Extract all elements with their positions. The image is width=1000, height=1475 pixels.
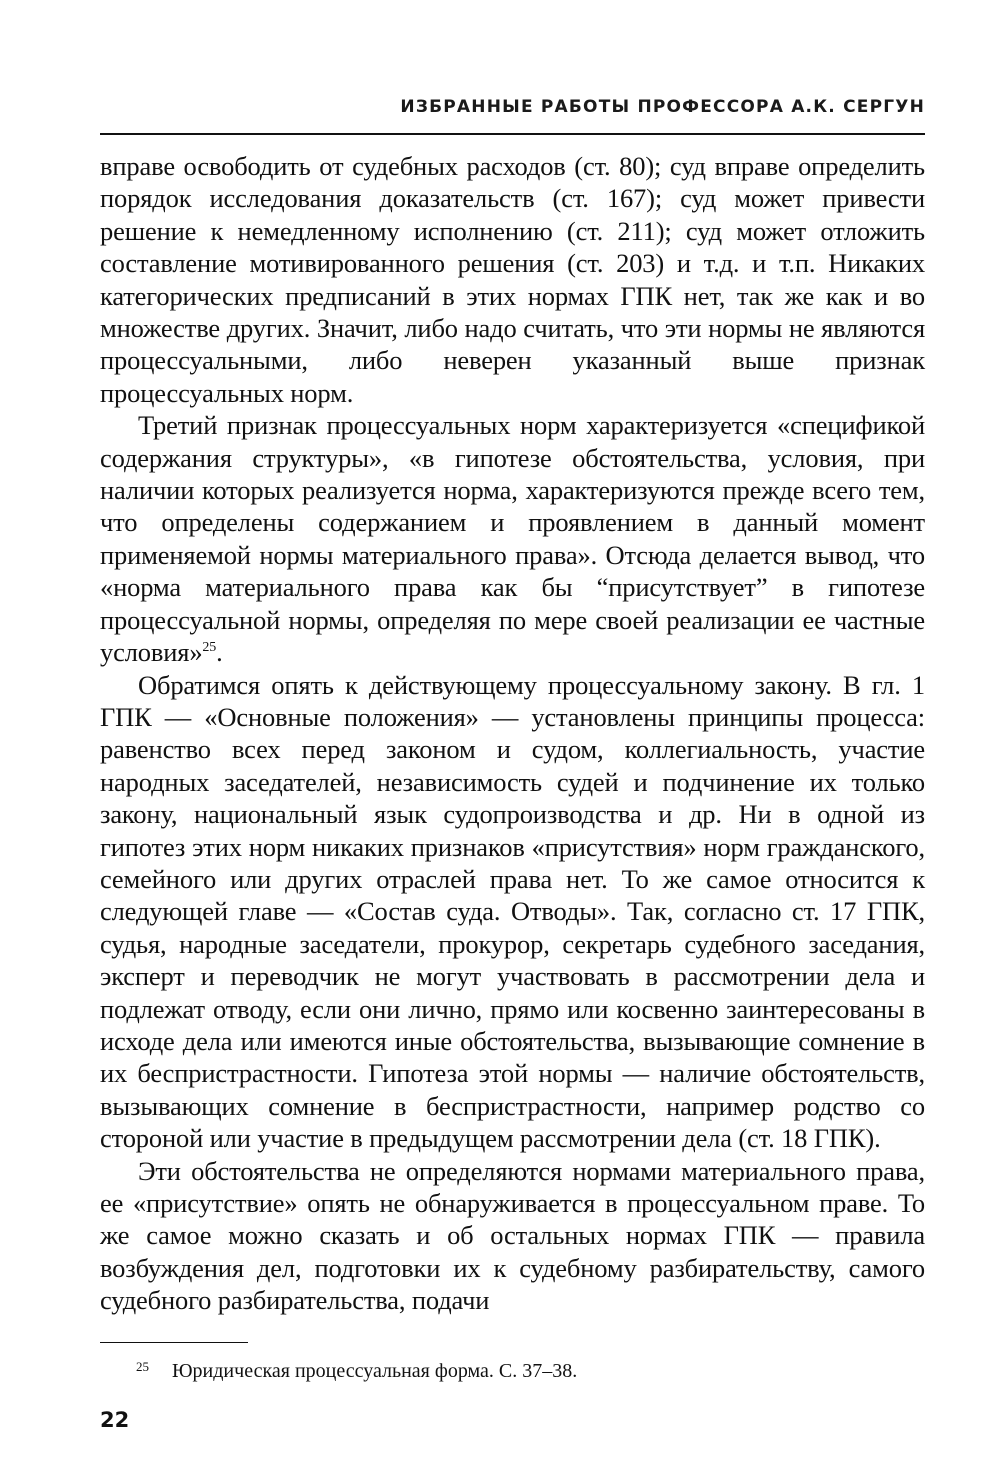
paragraph-4: Эти обстоятельства не определяются нормами материального права, ее «присутствие» опять не обнаруживается в процессуальном праве. То же самое можно сказать и об остальных нормах ГПК — правила возбуждения дел, подготовки их к судебному разбирательству, самого судебного разбирательства, подачи [100, 1155, 925, 1316]
page-number: 22 [100, 1408, 130, 1432]
paragraph-2 [100, 409, 925, 668]
footnote-divider [100, 1342, 248, 1343]
running-header: ИЗБРАННЫЕ РАБОТЫ ПРОФЕССОРА А.К. СЕРГУН [400, 97, 925, 117]
paragraph-2-text: Третий признак процессуальных норм характеризуется «спецификой содержания структуры», «в гипотезе обстоятельства, условия, при наличии которых реализуется норма, характеризуются прежде всего тем, что определены содержанием и проявлением в данный момент применяемой нормы материального права». Отсюда делается вывод, что «норма материального права как бы “присутствует” в гипотезе процессуальной нормы, определяя по мере своей реализации ее частные условия» [100, 410, 925, 668]
header-divider [100, 133, 925, 135]
page-body [100, 150, 925, 1317]
paragraph-1: вправе освободить от судебных расходов (ст. 80); суд вправе определить порядок исследования доказательств (ст. 167); суд может привести решение к немедленному исполнению (ст. 211); суд может отложить составление мотивированного решения (ст. 203) и т.д. и т.п. Никаких категорических предписаний в этих нормах ГПК нет, так же как и во множестве других. Значит, либо надо считать, что эти нормы не являются процессуальными, либо неверен указанный выше признак процессуальных норм. [100, 151, 925, 408]
footnote-reference: 25 [202, 640, 217, 656]
paragraph-3: Обратимся опять к действующему процессуальному закону. В гл. 1 ГПК — «Основные положения» — установлены принципы процесса: равенство всех перед законом и судом, коллегиальность, участие народных заседателей, независимость судей и подчинение их только закону, национальный язык судопроизводства и др. Ни в одной из гипотез этих норм никаких признаков «присутствия» норм гражданского, семейного или других отраслей права нет. То же самое относится к следующей главе — «Состав суда. Отводы». Так, согласно ст. 17 ГПК, судья, народные заседатели, прокурор, секретарь судебного заседания, эксперт и переводчик не могут участвовать в рассмотрении дела и подлежат отводу, если они лично, прямо или косвенно заинтересованы в исходе дела или имеются иные обстоятельства, вызывающие сомнение в их беспристрастности. Гипотеза этой нормы — наличие обстоятельств, вызывающих сомнение в беспристрастности, например родство со стороной или участие в предыдущем рассмотрении дела (ст. 18 ГПК). [100, 669, 925, 1154]
footnote [100, 1358, 925, 1384]
footnote-number: 25 [136, 1359, 149, 1374]
paragraph-2-tail: . [216, 637, 223, 668]
footnote-text: Юридическая процессуальная форма. С. 37–38. [172, 1360, 578, 1382]
